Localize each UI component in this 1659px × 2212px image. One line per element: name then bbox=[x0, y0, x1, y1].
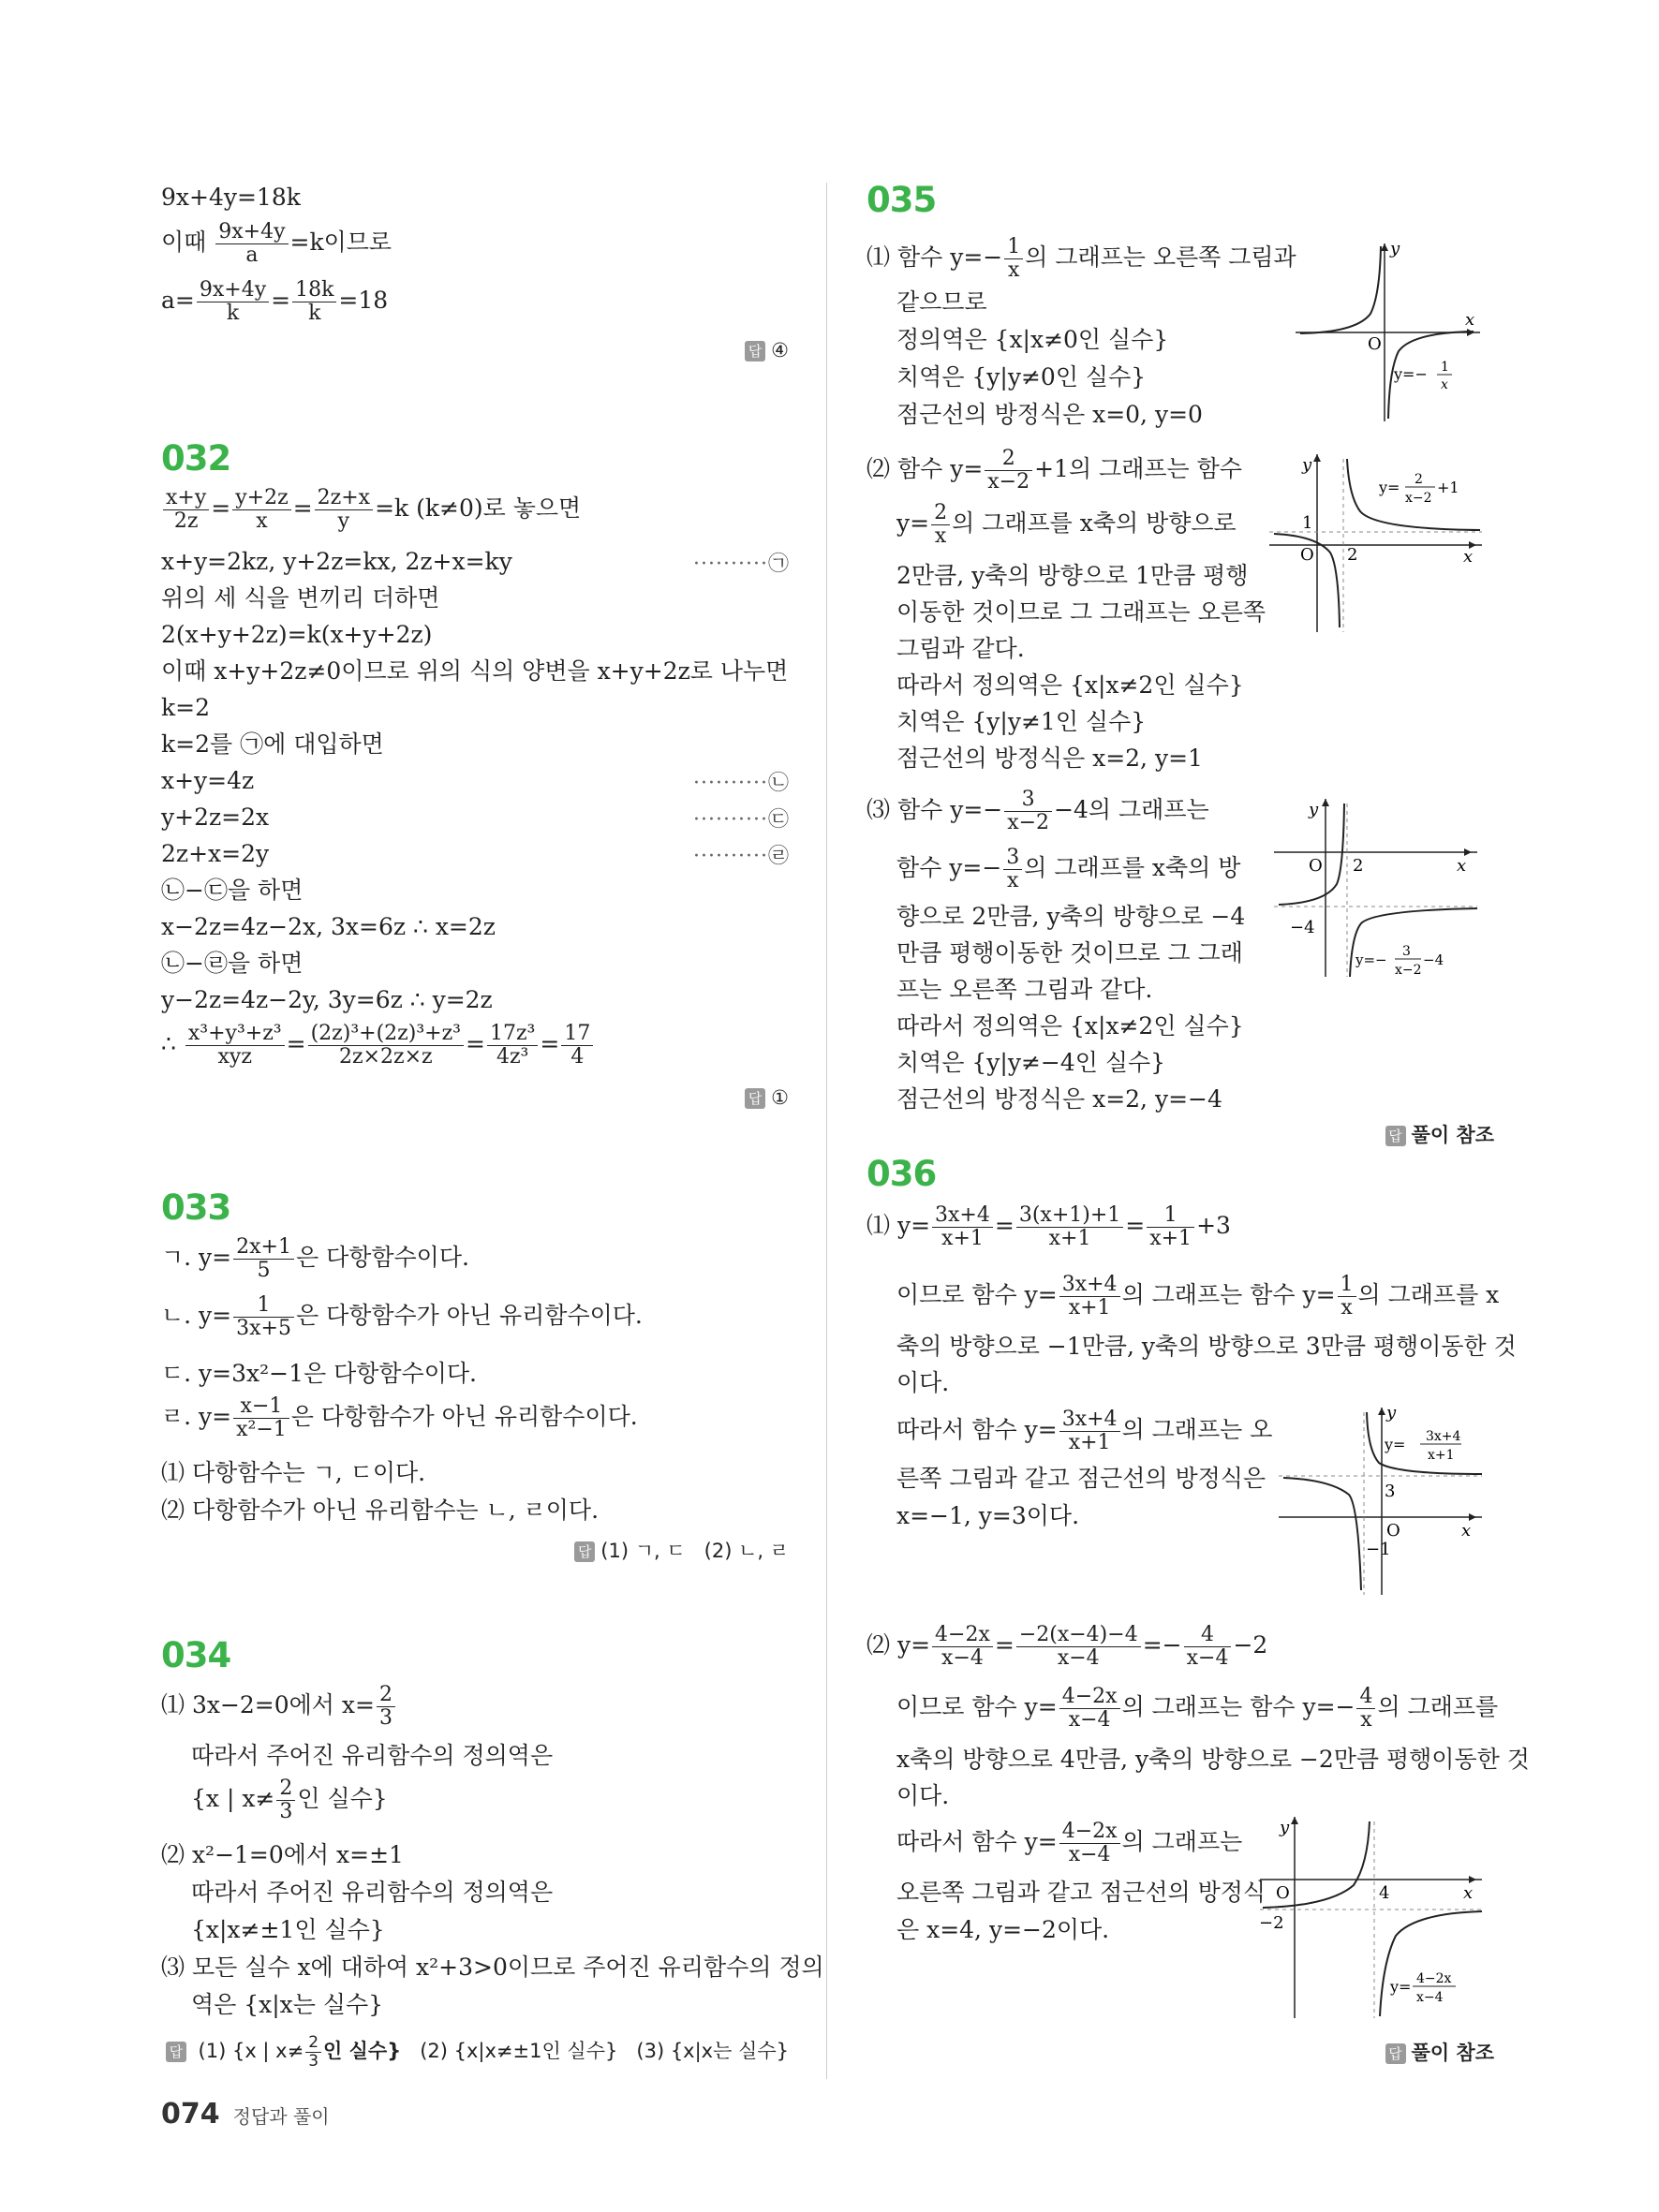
tick-label: 1 bbox=[1302, 513, 1313, 533]
section-heading-032: 032 bbox=[161, 438, 231, 479]
eq-line: ∴ $\frac{\text{x³+y³+z³}}{\text{xyz}}$ = $\frac{\text{(2z)³+(2z)³+z³}}{2z\times 2z\times z}$ = $\frac{\text{17z³}}{\text{4z³}}$ = $\frac{17}{4}$ bbox=[161, 1023, 595, 1069]
text-line: ⑶ 모든 실수 x에 대하여 x²+3>0이므로 주어진 유리함수의 정의 bbox=[161, 1954, 824, 1981]
eq-line: ⑵ x²−1=0에서 x=±1 bbox=[161, 1841, 404, 1868]
text-line: 2만큼, y축의 방향으로 1만큼 평행 bbox=[896, 562, 1249, 589]
eq-line: ⑴ 3x−2=0에서 x= $\frac{2}{3}$ bbox=[161, 1684, 397, 1730]
text-line: 점근선의 방정식은 x=2, y=1 bbox=[896, 745, 1203, 772]
tick-label: 2 bbox=[1353, 856, 1364, 876]
text-line: 프는 오른쪽 그림과 같다. bbox=[896, 976, 1153, 1003]
tick-label: −1 bbox=[1366, 1540, 1391, 1559]
text-line: 이동한 것이므로 그 그래프는 오른쪽 bbox=[896, 598, 1266, 626]
eq-line: x+y=4z bbox=[161, 767, 255, 794]
graph-036-2 bbox=[1255, 1812, 1494, 2023]
answer-032: 답 ① bbox=[745, 1086, 789, 1109]
answer-031: 답 ④ bbox=[745, 339, 789, 361]
text-line: k=2를 ㉠에 대입하면 bbox=[161, 730, 384, 758]
eq-line: a= $\frac{9x+4y}{k}$ = $\frac{18k}{k}$ =18 bbox=[161, 278, 389, 326]
text-line: 오른쪽 그림과 같고 점근선의 방정식 bbox=[896, 1879, 1266, 1906]
graph-036-1 bbox=[1274, 1403, 1499, 1600]
eq-line: ⑴ 함수 y=− $\frac{1}{x}$ 의 그래프는 오른쪽 그림과 bbox=[867, 235, 1296, 283]
curve-label-den: x−2 bbox=[1395, 963, 1422, 978]
text-line: 점근선의 방정식은 x=2, y=−4 bbox=[896, 1085, 1222, 1113]
text-line: 만큼 평행이동한 것이므로 그 그래 bbox=[896, 939, 1243, 966]
text-line: 이다. bbox=[896, 1782, 950, 1809]
axis-label: y bbox=[1280, 1818, 1290, 1837]
text-line: 이때 x+y+2z≠0이므로 위의 식의 양변을 x+y+2z로 나누면 bbox=[161, 657, 789, 685]
text-line: 위의 세 식을 변끼리 더하면 bbox=[161, 584, 440, 612]
text-line: 치역은 {y|y≠0인 실수} bbox=[896, 363, 1147, 391]
eq-line: ⑵ 함수 y= $\frac{2}{x-2}$ +1의 그래프는 함수 bbox=[867, 447, 1242, 494]
eq-line: ㄷ. y=3x²−1은 다항함수이다. bbox=[161, 1360, 477, 1387]
text-line: 점근선의 방정식은 x=0, y=0 bbox=[896, 401, 1203, 428]
text-line: 같으므로 bbox=[896, 288, 987, 316]
eq-line: 이므로 함수 y= $\frac{3x+4}{x+1}$ 의 그래프는 함수 y= $\frac{1}{x}$ 의 그래프를 x bbox=[896, 1273, 1500, 1320]
eq-line: ㄹ. y= $\frac{x-1}{\text{x²−1}}$ 은 다항함수가 아닌 유리함수이다. bbox=[161, 1394, 638, 1442]
axis-label: y bbox=[1309, 800, 1319, 819]
axis-label: y bbox=[1386, 1403, 1397, 1423]
curve-label-num: 3x+4 bbox=[1426, 1429, 1461, 1444]
text-line: 따라서 정의역은 {x|x≠2인 실수} bbox=[896, 1012, 1244, 1040]
axis-label: x bbox=[1465, 310, 1475, 330]
eq-line: ⑵ y= $\frac{4-2x}{x-4}$ = $\frac{-2(x-4)-4}{x-4}$ =− $\frac{4}{x-4}$ −2 bbox=[867, 1623, 1268, 1671]
text-line: 이다. bbox=[896, 1369, 950, 1396]
curve-label-num: 3 bbox=[1402, 944, 1411, 959]
text-line: 른쪽 그림과 같고 점근선의 방정식은 bbox=[896, 1465, 1266, 1492]
tick-label: 4 bbox=[1379, 1883, 1390, 1903]
origin-label: O bbox=[1368, 334, 1382, 354]
origin-label: O bbox=[1386, 1521, 1400, 1541]
text-line: 향으로 2만큼, y축의 방향으로 −4 bbox=[896, 903, 1246, 930]
curve-label: y= bbox=[1379, 479, 1400, 496]
eq-line: k=2 bbox=[161, 694, 211, 721]
eq-line: 2z+x=2y bbox=[161, 840, 270, 867]
axis-label: x bbox=[1463, 1883, 1474, 1903]
origin-label: O bbox=[1276, 1883, 1290, 1903]
curve-label-num: 4−2x bbox=[1416, 1971, 1452, 1986]
answer-033: 답 (1) ㄱ, ㄷ (2) ㄴ, ㄹ bbox=[574, 1536, 789, 1564]
eq-line: 따라서 함수 y= $\frac{4-2x}{x-4}$ 의 그래프는 bbox=[896, 1820, 1243, 1867]
curve-label-den: x+1 bbox=[1428, 1448, 1455, 1463]
section-heading-033: 033 bbox=[161, 1187, 231, 1228]
graph-035-2 bbox=[1265, 450, 1494, 637]
text-line: 따라서 주어진 유리함수의 정의역은 bbox=[191, 1879, 554, 1906]
text-line: x=−1, y=3이다. bbox=[896, 1502, 1080, 1529]
section-heading-034: 034 bbox=[161, 1635, 231, 1675]
text-line: ㉡−㉣을 하면 bbox=[161, 950, 304, 977]
text-line: ⑴ 다항함수는 ㄱ, ㄷ이다. bbox=[161, 1459, 426, 1486]
eq-line: {x | x≠ $\frac{2}{3}$ 인 실수} bbox=[191, 1777, 388, 1824]
eq-line: 이므로 함수 y= $\frac{4-2x}{x-4}$ 의 그래프는 함수 y=− $\frac{4}{x}$ 의 그래프를 bbox=[896, 1685, 1499, 1733]
curve-label: y= bbox=[1390, 1978, 1412, 1996]
eq-line: 9x+4y=18k bbox=[161, 184, 301, 211]
text-line: 은 x=4, y=−2이다. bbox=[896, 1916, 1110, 1943]
answer-035: 답 풀이 참조 bbox=[1385, 1120, 1494, 1148]
axis-label: x bbox=[1461, 1521, 1472, 1541]
equation-tag: ··········㉠ bbox=[693, 553, 789, 576]
axis-label: x bbox=[1457, 856, 1467, 876]
eq-line: x−2z=4z−2x, 3x=6z ∴ x=2z bbox=[161, 913, 496, 940]
text-line: 정의역은 {x|x≠0인 실수} bbox=[896, 326, 1169, 353]
graph-035-3 bbox=[1269, 794, 1499, 981]
eq-line: ㄴ. y= $\frac{1}{3x+5}$ 은 다항함수가 아닌 유리함수이다. bbox=[161, 1293, 643, 1341]
eq-line: ⑴ y= $\frac{3x+4}{x+1}$ = $\frac{3(x+1)+1}{x+1}$ = $\frac{1}{x+1}$ +3 bbox=[867, 1203, 1231, 1251]
text-line: 치역은 {y|y≠−4인 실수} bbox=[896, 1049, 1166, 1076]
eq-line: ㄱ. y= $\frac{2x+1}{5}$ 은 다항함수이다. bbox=[161, 1235, 469, 1283]
eq-line: y+2z=2x bbox=[161, 804, 270, 831]
curve-label-post: +1 bbox=[1437, 479, 1459, 496]
tick-label: −2 bbox=[1259, 1913, 1284, 1933]
curve-label-den: x−2 bbox=[1405, 491, 1432, 506]
curve-label-num: 1 bbox=[1441, 360, 1449, 375]
column-divider bbox=[826, 183, 827, 2079]
text-line: 역은 {x|x는 실수} bbox=[191, 1991, 384, 2018]
text-line: 따라서 주어진 유리함수의 정의역은 bbox=[191, 1742, 554, 1769]
curve-label-den: x bbox=[1441, 377, 1448, 392]
graph-035-1 bbox=[1291, 239, 1488, 426]
eq-line: $\frac{x+y}{2z}$ = $\frac{y+2z}{x}$ = $\frac{2z+x}{y}$ =k (k≠0)로 놓으면 bbox=[161, 487, 581, 533]
text-line: ㉡−㉢을 하면 bbox=[161, 877, 304, 904]
text-line: 축의 방향으로 −1만큼, y축의 방향으로 3만큼 평행이동한 것 bbox=[896, 1333, 1517, 1360]
answer-034: 답 (1) {x | x≠ $\frac{2}{3}$ 인 실수} (2) {x|x≠±1인 실수} (3) {x|x는 실수} bbox=[166, 2034, 789, 2070]
equation-tag: ··········㉡ bbox=[693, 772, 789, 795]
origin-label: O bbox=[1309, 856, 1323, 876]
curve-label-post: −4 bbox=[1423, 951, 1444, 968]
text-line: x축의 방향으로 4만큼, y축의 방향으로 −2만큼 평행이동한 것 bbox=[896, 1746, 1530, 1773]
tick-label: −4 bbox=[1290, 918, 1315, 937]
page-number: 074 bbox=[161, 2098, 220, 2131]
text-line: 치역은 {y|y≠1인 실수} bbox=[896, 708, 1147, 735]
tick-label: 3 bbox=[1385, 1482, 1396, 1501]
eq-line: 2(x+y+2z)=k(x+y+2z) bbox=[161, 621, 433, 648]
section-heading-036: 036 bbox=[867, 1154, 937, 1194]
section-heading-035: 035 bbox=[867, 180, 937, 220]
eq-line: {x|x≠±1인 실수} bbox=[191, 1916, 385, 1943]
curve-label: y=− bbox=[1394, 365, 1428, 383]
axis-label: y bbox=[1302, 455, 1312, 475]
curve-label-den: x−4 bbox=[1416, 1990, 1444, 2005]
text-line: 따라서 정의역은 {x|x≠2인 실수} bbox=[896, 671, 1244, 699]
eq-line: ⑶ 함수 y=− $\frac{3}{x-2}$ −4의 그래프는 bbox=[867, 788, 1209, 835]
eq-line: y= $\frac{2}{x}$ 의 그래프를 x축의 방향으로 bbox=[896, 501, 1237, 549]
axis-label: y bbox=[1390, 239, 1400, 258]
eq-line: 함수 y=− $\frac{3}{x}$ 의 그래프를 x축의 방 bbox=[896, 846, 1241, 893]
answer-036: 답 풀이 참조 bbox=[1385, 2038, 1494, 2066]
equation-tag: ··········㉣ bbox=[693, 845, 789, 868]
tick-label: 2 bbox=[1347, 545, 1358, 565]
axis-label: x bbox=[1463, 547, 1474, 567]
curve-label: y=− bbox=[1355, 951, 1387, 968]
footer-title: 정답과 풀이 bbox=[232, 2105, 330, 2128]
eq-line: 이때 $\frac{9x+4y}{a}$ =k이므로 bbox=[161, 220, 393, 268]
text-line: ⑵ 다항함수가 아닌 유리함수는 ㄴ, ㄹ이다. bbox=[161, 1497, 600, 1524]
equation-tag: ··········㉢ bbox=[693, 808, 789, 832]
curve-label: y= bbox=[1385, 1436, 1406, 1453]
page-footer bbox=[161, 2098, 330, 2131]
origin-label: O bbox=[1300, 545, 1314, 565]
curve-label-num: 2 bbox=[1415, 472, 1423, 487]
eq-line: y−2z=4z−2y, 3y=6z ∴ y=2z bbox=[161, 986, 493, 1013]
text-line: 그림과 같다. bbox=[896, 635, 1025, 662]
eq-line: x+y=2kz, y+2z=kx, 2z+x=ky bbox=[161, 548, 512, 575]
eq-line: 따라서 함수 y= $\frac{3x+4}{x+1}$ 의 그래프는 오 bbox=[896, 1408, 1273, 1455]
